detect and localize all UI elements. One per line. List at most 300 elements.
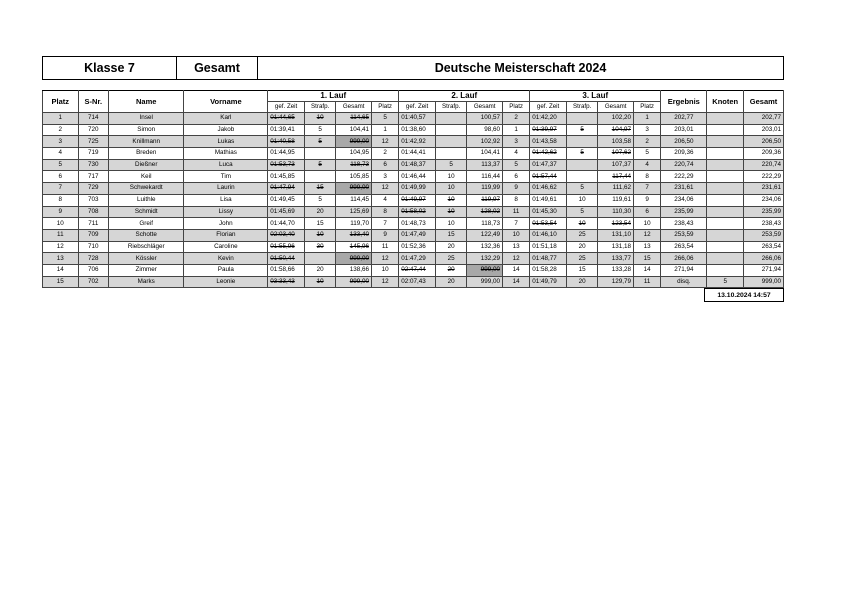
cell-run3-zeit: 01:47,37 [530, 159, 567, 171]
cell-run3-zeit: 01:42,20 [530, 113, 567, 125]
cell-run1-gesamt: 114,65 [336, 113, 372, 125]
cell-name: Schotte [109, 229, 184, 241]
cell-run1-platz: 12 [372, 276, 399, 288]
col-run2-platz: Platz [503, 102, 530, 113]
cell-run1-gesamt: 138,66 [336, 264, 372, 276]
cell-run3-platz: 14 [634, 264, 661, 276]
cell-snr: 719 [78, 148, 108, 160]
table-row [43, 229, 784, 241]
cell-knoten [707, 229, 744, 241]
cell-total: 206,50 [744, 136, 784, 148]
table-row [43, 194, 784, 206]
cell-run3-gesamt: 111,62 [598, 183, 634, 195]
cell-knoten [707, 171, 744, 183]
cell-knoten [707, 183, 744, 195]
cell-run2-platz: 7 [503, 218, 530, 230]
cell-run3-strafp [566, 159, 597, 171]
cell-run2-platz: 5 [503, 159, 530, 171]
cell-run3-platz: 6 [634, 206, 661, 218]
cell-platz: 1 [43, 113, 79, 125]
cell-run3-strafp: 10 [566, 218, 597, 230]
cell-run3-gesamt: 117,44 [598, 171, 634, 183]
cell-run3-zeit: 01:53,54 [530, 218, 567, 230]
cell-platz: 15 [43, 276, 79, 288]
cell-run2-platz: 14 [503, 264, 530, 276]
cell-snr: 720 [78, 124, 108, 136]
cell-knoten: 5 [707, 276, 744, 288]
cell-name: Schwekardt [109, 183, 184, 195]
cell-run2-gesamt: 132,29 [467, 253, 503, 265]
cell-run1-strafp: 10 [304, 113, 335, 125]
cell-run2-strafp: 20 [435, 264, 466, 276]
cell-ergebnis: 253,59 [661, 229, 707, 241]
cell-run1-strafp: 10 [304, 276, 335, 288]
cell-run2-platz: 9 [503, 183, 530, 195]
cell-ergebnis: 234,06 [661, 194, 707, 206]
cell-run3-strafp [566, 171, 597, 183]
col-run3: 3. Lauf [530, 91, 661, 102]
cell-ergebnis: 266,06 [661, 253, 707, 265]
cell-snr: 717 [78, 171, 108, 183]
cell-run2-gesamt: 118,73 [467, 218, 503, 230]
cell-run1-zeit: 02:03,40 [268, 229, 305, 241]
cell-run3-platz: 15 [634, 253, 661, 265]
cell-name: Insel [109, 113, 184, 125]
cell-knoten [707, 206, 744, 218]
cell-run3-strafp: 5 [566, 183, 597, 195]
cell-ergebnis: 271,94 [661, 264, 707, 276]
cell-run3-platz: 13 [634, 241, 661, 253]
cell-run3-zeit: 01:57,44 [530, 171, 567, 183]
cell-run1-zeit: 01:53,73 [268, 159, 305, 171]
cell-run2-platz: 13 [503, 241, 530, 253]
cell-total: 203,01 [744, 124, 784, 136]
cell-total: 231,61 [744, 183, 784, 195]
cell-run2-strafp: 5 [435, 159, 466, 171]
cell-run2-strafp [435, 113, 466, 125]
cell-run1-zeit: 03:33,43 [268, 276, 305, 288]
cell-total: 238,43 [744, 218, 784, 230]
cell-run1-gesamt: 133,40 [336, 229, 372, 241]
cell-run1-strafp: 10 [304, 229, 335, 241]
cell-run3-gesamt: 107,62 [598, 148, 634, 160]
cell-run3-strafp: 25 [566, 229, 597, 241]
cell-run1-gesamt: 118,73 [336, 159, 372, 171]
cell-name: Zimmer [109, 264, 184, 276]
cell-run3-zeit: 01:46,10 [530, 229, 567, 241]
cell-run3-platz: 1 [634, 113, 661, 125]
cell-total: 999,00 [744, 276, 784, 288]
cell-run1-zeit: 01:58,66 [268, 264, 305, 276]
cell-platz: 9 [43, 206, 79, 218]
cell-run1-strafp: 5 [304, 124, 335, 136]
cell-run1-platz: 8 [372, 206, 399, 218]
cell-run3-platz: 5 [634, 148, 661, 160]
cell-run2-gesamt: 999,00 [467, 276, 503, 288]
cell-run2-zeit: 01:49,97 [399, 194, 436, 206]
cell-run3-strafp: 5 [566, 206, 597, 218]
cell-run2-strafp: 25 [435, 253, 466, 265]
cell-run1-gesamt: 114,45 [336, 194, 372, 206]
cell-run1-platz: 5 [372, 113, 399, 125]
col-name: Name [109, 91, 184, 113]
cell-total: 266,06 [744, 253, 784, 265]
cell-run2-zeit: 01:47,29 [399, 253, 436, 265]
cell-run2-zeit: 01:42,92 [399, 136, 436, 148]
cell-run1-zeit: 01:45,85 [268, 171, 305, 183]
cell-run1-platz: 1 [372, 124, 399, 136]
cell-vorname: Caroline [184, 241, 268, 253]
col-run1-zeit: gef. Zeit [268, 102, 305, 113]
cell-ergebnis: 238,43 [661, 218, 707, 230]
cell-run3-gesamt: 103,58 [598, 136, 634, 148]
cell-run3-zeit: 01:42,62 [530, 148, 567, 160]
cell-run1-zeit: 01:47,94 [268, 183, 305, 195]
cell-run2-platz: 8 [503, 194, 530, 206]
cell-run2-strafp: 10 [435, 171, 466, 183]
cell-platz: 13 [43, 253, 79, 265]
cell-run1-platz: 12 [372, 136, 399, 148]
cell-run2-platz: 3 [503, 136, 530, 148]
cell-snr: 710 [78, 241, 108, 253]
cell-run1-platz: 2 [372, 148, 399, 160]
table-row [43, 171, 784, 183]
cell-run2-strafp [435, 124, 466, 136]
cell-run1-platz: 10 [372, 264, 399, 276]
cell-run1-strafp [304, 171, 335, 183]
col-ergebnis: Ergebnis [661, 91, 707, 113]
cell-run2-gesamt: 132,36 [467, 241, 503, 253]
cell-run1-zeit: 01:55,96 [268, 241, 305, 253]
cell-run1-platz: 11 [372, 241, 399, 253]
cell-run1-strafp: 20 [304, 264, 335, 276]
col-run3-platz: Platz [634, 102, 661, 113]
col-vorname: Vorname [184, 91, 268, 113]
cell-run1-strafp [304, 148, 335, 160]
cell-run2-gesamt: 100,57 [467, 113, 503, 125]
cell-run1-platz: 12 [372, 183, 399, 195]
cell-run3-gesamt: 110,30 [598, 206, 634, 218]
cell-run2-strafp: 10 [435, 183, 466, 195]
cell-run3-strafp: 5 [566, 124, 597, 136]
cell-total: 209,36 [744, 148, 784, 160]
cell-run1-strafp: 15 [304, 218, 335, 230]
table-row [43, 124, 784, 136]
cell-total: 220,74 [744, 159, 784, 171]
table-row [43, 206, 784, 218]
cell-run3-platz: 7 [634, 183, 661, 195]
cell-run2-platz: 6 [503, 171, 530, 183]
col-run2-gesamt: Gesamt [467, 102, 503, 113]
cell-knoten [707, 159, 744, 171]
cell-platz: 7 [43, 183, 79, 195]
cell-run1-gesamt: 145,96 [336, 241, 372, 253]
cell-run1-strafp: 15 [304, 183, 335, 195]
cell-run1-gesamt: 999,00 [336, 276, 372, 288]
cell-snr: 709 [78, 229, 108, 241]
cell-vorname: Paula [184, 264, 268, 276]
cell-total: 253,59 [744, 229, 784, 241]
cell-knoten [707, 124, 744, 136]
table-row [43, 241, 784, 253]
cell-ergebnis: 231,61 [661, 183, 707, 195]
cell-run1-strafp [304, 253, 335, 265]
table-row [43, 276, 784, 288]
cell-run3-platz: 10 [634, 218, 661, 230]
cell-run1-zeit: 01:44,65 [268, 113, 305, 125]
cell-ergebnis: 263,54 [661, 241, 707, 253]
cell-run1-zeit: 01:49,45 [268, 194, 305, 206]
cell-vorname: Laurin [184, 183, 268, 195]
cell-total: 222,29 [744, 171, 784, 183]
cell-run1-zeit: 01:40,58 [268, 136, 305, 148]
cell-run3-gesamt: 133,77 [598, 253, 634, 265]
cell-run3-platz: 9 [634, 194, 661, 206]
cell-run2-platz: 4 [503, 148, 530, 160]
cell-run2-platz: 1 [503, 124, 530, 136]
cell-ergebnis: 202,77 [661, 113, 707, 125]
cell-run2-gesamt: 119,99 [467, 183, 503, 195]
cell-run1-zeit: 01:44,70 [268, 218, 305, 230]
cell-run3-gesamt: 107,37 [598, 159, 634, 171]
cell-knoten [707, 194, 744, 206]
cell-platz: 6 [43, 171, 79, 183]
timestamp: 13.10.2024 14:57 [704, 288, 784, 302]
cell-vorname: Jakob [184, 124, 268, 136]
document-title: Deutsche Meisterschaft 2024 [434, 61, 607, 75]
cell-platz: 8 [43, 194, 79, 206]
cell-name: Schmidt [109, 206, 184, 218]
cell-run3-strafp: 20 [566, 276, 597, 288]
cell-run3-gesamt: 131,18 [598, 241, 634, 253]
col-run1-platz: Platz [372, 102, 399, 113]
cell-total: 263,54 [744, 241, 784, 253]
cell-run3-zeit: 01:43,58 [530, 136, 567, 148]
cell-run2-zeit: 01:38,60 [399, 124, 436, 136]
cell-total: 234,06 [744, 194, 784, 206]
cell-name: Keil [109, 171, 184, 183]
cell-platz: 3 [43, 136, 79, 148]
cell-run3-zeit: 01:58,28 [530, 264, 567, 276]
cell-run1-strafp: 20 [304, 206, 335, 218]
cell-ergebnis: 206,50 [661, 136, 707, 148]
results-table [42, 90, 784, 288]
cell-run2-gesamt: 999,00 [467, 264, 503, 276]
cell-run3-zeit: 01:49,61 [530, 194, 567, 206]
col-run1-gesamt: Gesamt [336, 102, 372, 113]
cell-run2-strafp [435, 136, 466, 148]
cell-run1-zeit: 01:45,69 [268, 206, 305, 218]
cell-run2-zeit: 01:52,36 [399, 241, 436, 253]
cell-run2-zeit: 01:49,99 [399, 183, 436, 195]
table-row [43, 148, 784, 160]
col-run1-strafp: Strafp. [304, 102, 335, 113]
cell-platz: 12 [43, 241, 79, 253]
cell-run2-gesamt: 128,02 [467, 206, 503, 218]
cell-run2-gesamt: 119,97 [467, 194, 503, 206]
cell-snr: 725 [78, 136, 108, 148]
cell-run2-zeit: 02:07,43 [399, 276, 436, 288]
cell-run3-strafp: 5 [566, 148, 597, 160]
cell-run2-zeit: 01:46,44 [399, 171, 436, 183]
cell-run2-platz: 14 [503, 276, 530, 288]
cell-knoten [707, 253, 744, 265]
table-row [43, 218, 784, 230]
cell-run3-gesamt: 119,61 [598, 194, 634, 206]
scope-label: Gesamt [177, 57, 258, 79]
cell-run1-zeit: 01:39,41 [268, 124, 305, 136]
cell-run1-strafp: 5 [304, 159, 335, 171]
col-run2: 2. Lauf [399, 91, 530, 102]
cell-run2-strafp: 20 [435, 276, 466, 288]
cell-vorname: Karl [184, 113, 268, 125]
cell-vorname: Leonie [184, 276, 268, 288]
cell-platz: 14 [43, 264, 79, 276]
cell-run3-platz: 11 [634, 276, 661, 288]
cell-run1-platz: 4 [372, 194, 399, 206]
table-row [43, 183, 784, 195]
cell-name: Dießner [109, 159, 184, 171]
cell-platz: 4 [43, 148, 79, 160]
cell-run1-gesamt: 999,00 [336, 183, 372, 195]
cell-run1-gesamt: 999,00 [336, 253, 372, 265]
cell-run2-platz: 10 [503, 229, 530, 241]
cell-run3-platz: 4 [634, 159, 661, 171]
cell-run1-strafp: 5 [304, 136, 335, 148]
cell-run2-platz: 12 [503, 253, 530, 265]
cell-total: 235,99 [744, 206, 784, 218]
cell-name: Greif [109, 218, 184, 230]
cell-run3-zeit: 01:51,18 [530, 241, 567, 253]
table-row [43, 159, 784, 171]
cell-vorname: Kevin [184, 253, 268, 265]
col-run3-zeit: gef. Zeit [530, 102, 567, 113]
cell-snr: 706 [78, 264, 108, 276]
cell-snr: 729 [78, 183, 108, 195]
cell-run2-strafp: 10 [435, 218, 466, 230]
cell-run3-zeit: 01:48,77 [530, 253, 567, 265]
cell-run3-platz: 2 [634, 136, 661, 148]
cell-run2-strafp: 10 [435, 194, 466, 206]
cell-knoten [707, 241, 744, 253]
cell-total: 271,94 [744, 264, 784, 276]
cell-knoten [707, 218, 744, 230]
cell-run1-gesamt: 125,69 [336, 206, 372, 218]
cell-run2-platz: 2 [503, 113, 530, 125]
col-total: Gesamt [744, 91, 784, 113]
cell-ergebnis: 235,99 [661, 206, 707, 218]
cell-run3-zeit: 01:45,30 [530, 206, 567, 218]
cell-run2-platz: 11 [503, 206, 530, 218]
cell-run2-gesamt: 122,49 [467, 229, 503, 241]
cell-run3-strafp [566, 136, 597, 148]
cell-run2-zeit: 01:47,49 [399, 229, 436, 241]
cell-run1-strafp: 30 [304, 241, 335, 253]
cell-run2-zeit: 01:48,37 [399, 159, 436, 171]
cell-name: Knillmann [109, 136, 184, 148]
cell-run3-strafp: 25 [566, 253, 597, 265]
cell-ergebnis: 222,29 [661, 171, 707, 183]
cell-knoten [707, 264, 744, 276]
cell-name: Breden [109, 148, 184, 160]
cell-run3-gesamt: 129,79 [598, 276, 634, 288]
table-row [43, 253, 784, 265]
cell-vorname: Tim [184, 171, 268, 183]
cell-run3-zeit: 01:39,97 [530, 124, 567, 136]
col-run2-zeit: gef. Zeit [399, 102, 436, 113]
cell-run2-zeit: 01:40,57 [399, 113, 436, 125]
col-knoten: Knoten [707, 91, 744, 113]
cell-vorname: Lisa [184, 194, 268, 206]
cell-run3-zeit: 01:49,79 [530, 276, 567, 288]
cell-run1-gesamt: 105,85 [336, 171, 372, 183]
cell-run1-zeit: 01:44,95 [268, 148, 305, 160]
header-bar [42, 56, 784, 80]
cell-run2-zeit: 02:47,44 [399, 264, 436, 276]
cell-platz: 11 [43, 229, 79, 241]
cell-run2-gesamt: 116,44 [467, 171, 503, 183]
col-run2-strafp: Strafp. [435, 102, 466, 113]
cell-run1-gesamt: 104,41 [336, 124, 372, 136]
col-run3-gesamt: Gesamt [598, 102, 634, 113]
cell-platz: 5 [43, 159, 79, 171]
cell-total: 202,77 [744, 113, 784, 125]
cell-snr: 714 [78, 113, 108, 125]
cell-run3-strafp: 10 [566, 194, 597, 206]
col-snr: S-Nr. [78, 91, 108, 113]
cell-snr: 728 [78, 253, 108, 265]
cell-snr: 703 [78, 194, 108, 206]
cell-run2-gesamt: 98,60 [467, 124, 503, 136]
table-row [43, 264, 784, 276]
cell-ergebnis: disq. [661, 276, 707, 288]
cell-run3-platz: 3 [634, 124, 661, 136]
cell-name: Simon [109, 124, 184, 136]
cell-run1-gesamt: 999,00 [336, 136, 372, 148]
cell-run3-zeit: 01:46,62 [530, 183, 567, 195]
cell-run2-zeit: 01:44,41 [399, 148, 436, 160]
cell-snr: 730 [78, 159, 108, 171]
header-row-runs [43, 91, 784, 102]
cell-snr: 702 [78, 276, 108, 288]
table-row [43, 136, 784, 148]
cell-run1-gesamt: 104,95 [336, 148, 372, 160]
cell-vorname: Luca [184, 159, 268, 171]
cell-run1-platz: 3 [372, 171, 399, 183]
cell-run2-gesamt: 113,37 [467, 159, 503, 171]
cell-knoten [707, 113, 744, 125]
cell-name: Kössler [109, 253, 184, 265]
results-body [43, 113, 784, 288]
col-run3-strafp: Strafp. [566, 102, 597, 113]
cell-run1-platz: 6 [372, 159, 399, 171]
cell-snr: 711 [78, 218, 108, 230]
cell-run1-zeit: 01:50,44 [268, 253, 305, 265]
table-row [43, 113, 784, 125]
cell-run2-strafp: 15 [435, 229, 466, 241]
cell-run2-gesamt: 104,41 [467, 148, 503, 160]
cell-vorname: Lukas [184, 136, 268, 148]
cell-ergebnis: 209,36 [661, 148, 707, 160]
cell-vorname: Florian [184, 229, 268, 241]
cell-name: Luithle [109, 194, 184, 206]
cell-run1-strafp: 5 [304, 194, 335, 206]
class-label: Klasse 7 [43, 57, 177, 79]
cell-run3-gesamt: 133,28 [598, 264, 634, 276]
cell-run3-strafp: 20 [566, 241, 597, 253]
cell-ergebnis: 203,01 [661, 124, 707, 136]
cell-run1-platz: 7 [372, 218, 399, 230]
